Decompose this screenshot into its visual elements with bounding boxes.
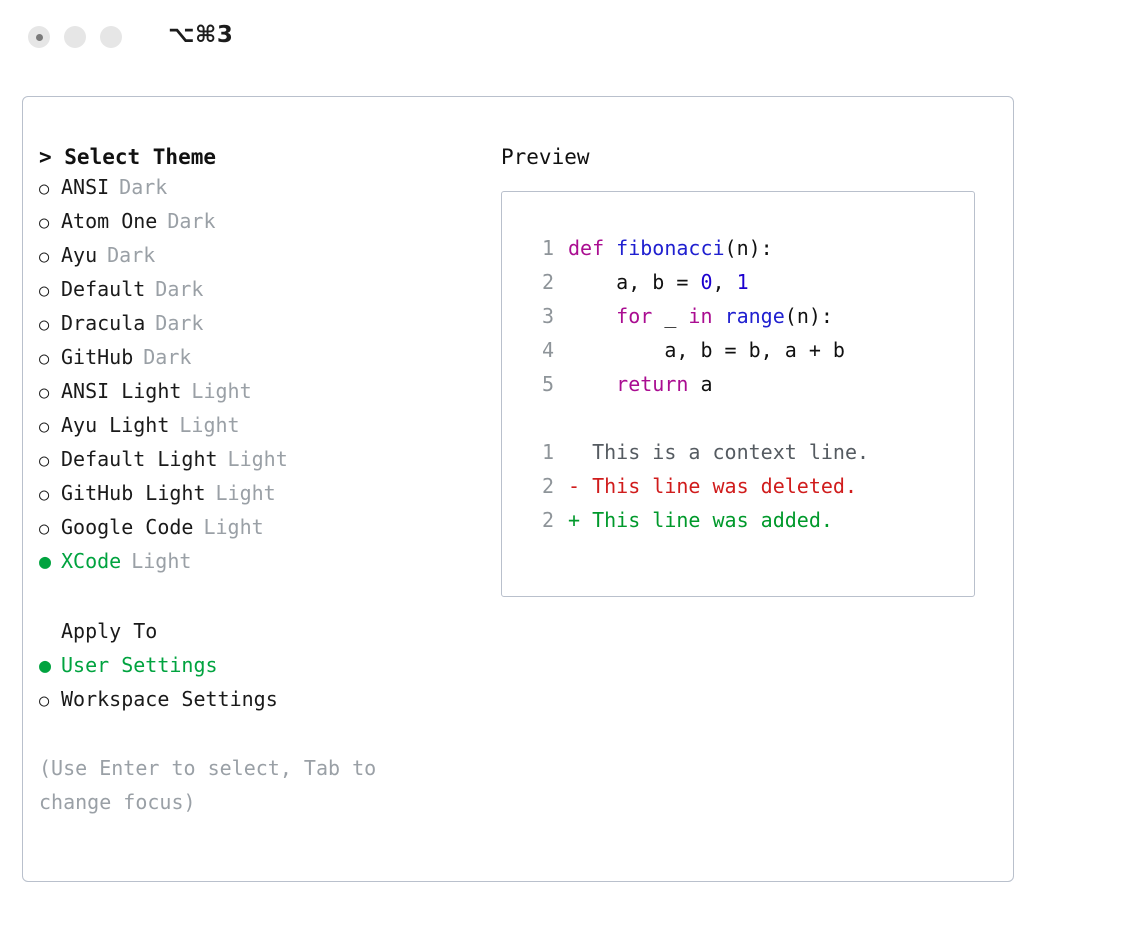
close-icon: [36, 34, 43, 41]
code-token: in: [688, 304, 713, 328]
theme-item-6[interactable]: [39, 379, 479, 413]
theme-item-10[interactable]: [39, 515, 479, 549]
radio-unselected-icon: ○: [39, 417, 50, 437]
preview-box: [501, 191, 975, 597]
code-line: [502, 338, 974, 372]
line-number: 2: [541, 270, 554, 294]
code-token: range: [724, 304, 785, 328]
code-token: a, b = b, a + b: [568, 338, 845, 362]
radio-unselected-icon: ○: [39, 179, 50, 199]
radio-unselected-icon: ○: [39, 383, 50, 403]
radio-unselected-icon: ○: [39, 519, 50, 539]
theme-item-label: ANSI: [61, 175, 110, 199]
radio-unselected-icon: ○: [39, 315, 50, 335]
code-token: a: [688, 372, 713, 396]
diff-sample: [502, 440, 974, 542]
code-token: a, b =: [568, 270, 701, 294]
diff-text: This is a context line.: [568, 440, 870, 464]
line-number: 4: [541, 338, 554, 362]
theme-item-3[interactable]: [39, 277, 479, 311]
theme-item-4[interactable]: [39, 311, 479, 345]
main-panel: [22, 96, 1014, 882]
zoom-button[interactable]: [100, 26, 122, 48]
apply-to-heading: Apply To: [61, 619, 158, 643]
theme-item-label: Atom One: [61, 209, 158, 233]
line-number: 3: [541, 304, 554, 328]
code-token: (n):: [784, 304, 833, 328]
line-number: 1: [541, 236, 554, 260]
theme-item-variant: Dark: [143, 345, 192, 369]
keyboard-shortcut-label: ⌥⌘3: [168, 22, 234, 48]
theme-item-label: GitHub: [61, 345, 134, 369]
theme-item-label: Default: [61, 277, 146, 301]
preview-heading: Preview: [501, 145, 590, 169]
radio-unselected-icon: ○: [39, 349, 50, 369]
apply-to-item-1[interactable]: [39, 687, 479, 721]
code-text: [568, 304, 833, 328]
apply-to-item-label: Workspace Settings: [61, 687, 278, 711]
code-token: for: [616, 304, 653, 328]
theme-item-variant: Light: [203, 515, 264, 539]
diff-text: - This line was deleted.: [568, 474, 857, 498]
line-number: 2: [541, 508, 554, 532]
theme-item-2[interactable]: [39, 243, 479, 277]
theme-item-7[interactable]: [39, 413, 479, 447]
code-token: ,: [712, 270, 737, 294]
code-token: [713, 304, 725, 328]
minimize-button[interactable]: [64, 26, 86, 48]
close-button[interactable]: [28, 26, 50, 48]
diff-line: [502, 474, 974, 508]
theme-item-label: GitHub Light: [61, 481, 206, 505]
theme-item-variant: Light: [227, 447, 288, 471]
theme-item-label: Google Code: [61, 515, 194, 539]
theme-item-8[interactable]: [39, 447, 479, 481]
theme-item-0[interactable]: [39, 175, 479, 209]
code-token: (n):: [724, 236, 773, 260]
theme-item-variant: Light: [215, 481, 276, 505]
diff-line: [502, 508, 974, 542]
theme-item-variant: Dark: [155, 311, 204, 335]
radio-unselected-icon: ○: [39, 247, 50, 267]
code-token: return: [616, 372, 689, 396]
theme-item-variant: Dark: [107, 243, 156, 267]
theme-item-variant: Dark: [167, 209, 216, 233]
section-spacer: [39, 583, 479, 619]
code-token: def: [568, 236, 617, 260]
radio-unselected-icon: ○: [39, 281, 50, 301]
diff-text: + This line was added.: [568, 508, 833, 532]
theme-item-label: Default Light: [61, 447, 218, 471]
code-token: 1: [736, 270, 749, 294]
theme-item-variant: Light: [191, 379, 252, 403]
theme-list[interactable]: [39, 175, 479, 583]
code-line: [502, 236, 974, 270]
select-theme-heading: > Select Theme: [39, 145, 217, 169]
code-sample: [502, 236, 974, 406]
theme-item-label: XCode: [61, 549, 122, 573]
window-controls: [28, 26, 122, 48]
preview-column: [501, 145, 991, 597]
keyboard-hint: (Use Enter to select, Tab to change focus): [39, 756, 389, 814]
code-token: fibonacci: [616, 236, 725, 260]
line-number: 2: [541, 474, 554, 498]
theme-item-11[interactable]: [39, 549, 479, 583]
radio-selected-icon: ●: [39, 549, 52, 573]
theme-item-1[interactable]: [39, 209, 479, 243]
line-number: 5: [541, 372, 554, 396]
theme-selector-column: [39, 145, 479, 819]
radio-unselected-icon: ○: [39, 485, 50, 505]
theme-item-label: Ayu: [61, 243, 98, 267]
code-gap: [502, 406, 974, 440]
line-number: 1: [541, 440, 554, 464]
code-text: [568, 372, 713, 396]
radio-unselected-icon: ○: [39, 691, 50, 711]
theme-item-5[interactable]: [39, 345, 479, 379]
code-token: [568, 372, 616, 396]
theme-item-variant: Light: [131, 549, 192, 573]
apply-to-item-label: User Settings: [61, 653, 218, 677]
code-text: [568, 236, 773, 260]
theme-item-variant: Dark: [119, 175, 168, 199]
code-line: [502, 372, 974, 406]
theme-item-variant: Dark: [155, 277, 204, 301]
apply-to-item-0[interactable]: [39, 653, 479, 687]
diff-line: [502, 440, 974, 474]
code-text: [568, 338, 845, 362]
radio-unselected-icon: ○: [39, 213, 50, 233]
radio-unselected-icon: ○: [39, 451, 50, 471]
theme-item-variant: Light: [179, 413, 240, 437]
code-token: 0: [700, 270, 713, 294]
apply-to-list[interactable]: [39, 653, 479, 721]
radio-selected-icon: ●: [39, 653, 52, 677]
code-token: _: [652, 304, 689, 328]
theme-item-label: Ayu Light: [61, 413, 170, 437]
theme-item-label: Dracula: [61, 311, 146, 335]
code-line: [502, 304, 974, 338]
theme-item-9[interactable]: [39, 481, 479, 515]
code-token: [568, 304, 616, 328]
theme-item-label: ANSI Light: [61, 379, 182, 403]
title-bar: [0, 0, 1140, 76]
code-text: [568, 270, 749, 294]
code-line: [502, 270, 974, 304]
